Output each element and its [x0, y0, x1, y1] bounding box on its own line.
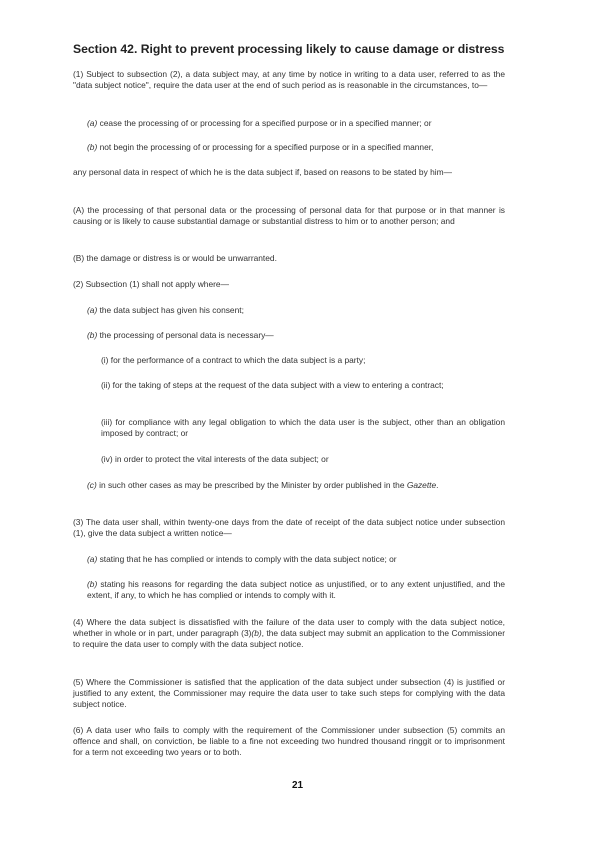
para-text: stating his reasons for regarding the data subject notice as unjustified, or to any extent unjustified, and the extent, if any, to which he has complied or intends to comply with it. [87, 579, 505, 601]
subsection-2: (2) Subsection (1) shall not apply where— [73, 279, 229, 289]
para-text: in such other cases as may be prescribed by the Minister by order published in the [96, 480, 407, 490]
subsection-6: (6) A data user who fails to comply with the requirement of the Commissioner under subsection (5) commits an offence and shall, on conviction, be liable to a fine not exceeding two hundred thousand ringgit or to imprisonment for a term not exceeding two years or to both. [73, 725, 505, 758]
clause-A: (A) the processing of that personal data or the processing of personal data for that purpose or in that manner is causing or is likely to cause substantial damage or substantial distress to him or to another person; and [73, 205, 505, 227]
para-text-end: , the data subject may submit an application to the Commissioner to require the data user to comply with the data subject notice. [73, 628, 505, 650]
subsection-2-para-b [87, 330, 505, 341]
para-marker: (b) [87, 142, 98, 152]
subsection-5: (5) Where the Commissioner is satisfied that the application of the data subject under subsection (4) is justified or justified to any extent, the Commissioner may require the data user to take such steps for complying with the data subject notice. [73, 677, 505, 710]
para-text: not begin the processing of or processing for a specified purpose or in a specified manner, [97, 142, 434, 152]
subsection-2-para-c [87, 480, 505, 491]
para-text: the processing of personal data is necessary— [97, 330, 274, 340]
para-text: stating that he has complied or intends to comply with the data subject notice; or [97, 554, 397, 564]
subparagraph-ii: (ii) for the taking of steps at the request of the data subject with a view to entering a contract; [101, 380, 444, 390]
subsection-1: (1) Subject to subsection (2), a data subject may, at any time by notice in writing to a data user, referred to as the "data subject notice", require the data user at the end of such period as is reasonable in the circumstances, to— [73, 69, 505, 91]
subparagraph-iii: (iii) for compliance with any legal obligation to which the data user is the subject, other than an obligation imposed by contract; or [101, 417, 505, 439]
para-marker: (c) [87, 480, 97, 490]
subsection-3: (3) The data user shall, within twenty-one days from the date of receipt of the data subject notice under subsection (1), give the data subject a written notice— [73, 517, 505, 539]
paragraph-reference: (b) [251, 628, 262, 639]
subsection-3-para-a [87, 554, 505, 565]
para-text: the data subject has given his consent; [97, 305, 244, 315]
subparagraph-iv: (iv) in order to protect the vital interests of the data subject; or [101, 454, 329, 464]
para-marker: (a) [87, 305, 98, 315]
subsection-1-para-a [87, 118, 505, 129]
subsection-3-para-b [87, 579, 505, 601]
subsection-4 [73, 617, 505, 651]
clause-B: (B) the damage or distress is or would be unwarranted. [73, 253, 277, 263]
para-text-end: . [436, 480, 439, 490]
para-marker: (a) [87, 554, 98, 564]
para-marker: (b) [87, 330, 98, 340]
para-text: (4) Where the data subject is dissatisfied with the failure of the data user to comply with the data subject notice, whether in whole or in part, under paragraph (3) [73, 617, 505, 639]
para-marker: (a) [87, 118, 98, 128]
subparagraph-i: (i) for the performance of a contract to which the data subject is a party; [101, 355, 366, 365]
page-number: 21 [291, 780, 304, 791]
subsection-1-para-b [87, 142, 505, 153]
subsection-1-continuation: any personal data in respect of which he is the data subject if, based on reasons to be stated by him— [73, 167, 452, 177]
para-marker: (b) [87, 579, 98, 589]
gazette-term: Gazette [406, 480, 437, 490]
section-title: Section 42. Right to prevent processing likely to cause damage or distress [73, 42, 505, 56]
para-text: cease the processing of or processing for a specified purpose or in a specified manner; or [97, 118, 432, 128]
subsection-2-para-a [87, 305, 505, 316]
